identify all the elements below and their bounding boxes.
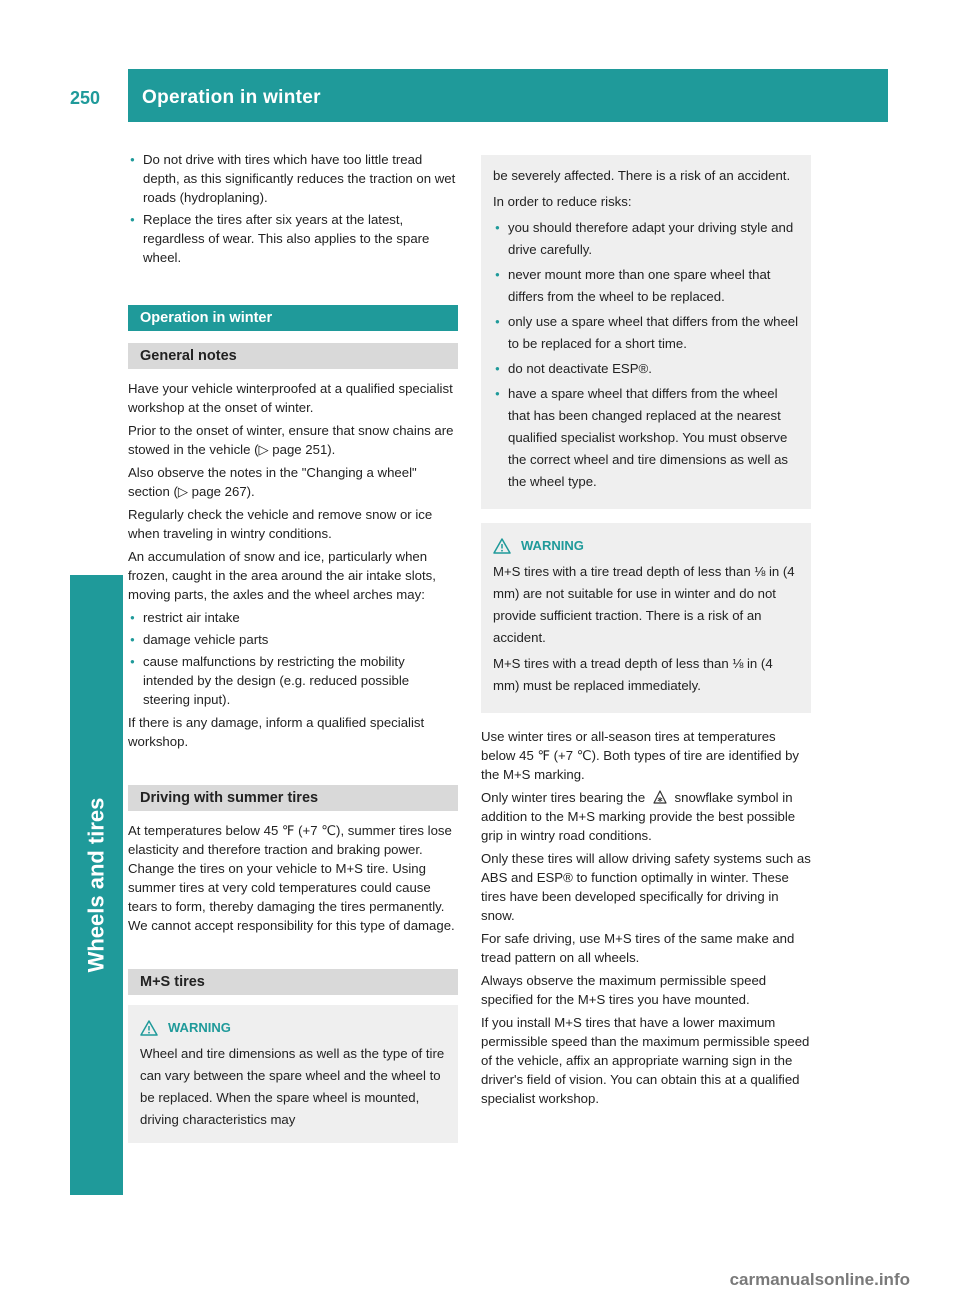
paragraph: Use winter tires or all-season tires at temperatures below 45 ℉ (+7 ℃). Both types of tire are identified by the M+S marking. — [481, 729, 800, 782]
paragraph: M+S tires with a tread depth of less than ⅛ in (4 mm) must be replaced immediately. — [493, 656, 773, 693]
paragraph: M+S tires with a tire tread depth of less than ⅛ in (4 mm) are not suitable for use in winter and do not provide sufficient traction. There is a risk of an accident. — [493, 564, 795, 645]
list-item: ● never mount more than one spare wheel that differs from the wheel to be replaced. — [493, 264, 801, 308]
subheading-general-notes: General notes — [128, 343, 458, 369]
paragraph: Have your vehicle winterproofed at a qualified specialist workshop at the onset of winter. — [128, 381, 453, 415]
warning-box — [128, 1005, 458, 1143]
paragraph: Always observe the maximum permissible speed specified for the M+S tires you have mounted. — [481, 973, 767, 1007]
paragraph: If you install M+S tires that have a lower maximum permissible speed than the maximum permissible speed of the vehicle, affix an appropriate warning sign in the driver's field of vision. You can obtain this at a qualified specialist workshop. — [481, 1015, 810, 1106]
paragraph: be severely affected. There is a risk of an accident. — [493, 168, 791, 183]
warning-text: Wheel and tire dimensions as well as the type of tire can vary between the spare wheel and the wheel to be replaced. When the spare wheel is mounted, driving characteristics may — [140, 1046, 445, 1127]
paragraph: Regularly check the vehicle and remove snow or ice when traveling in wintry conditions. — [128, 507, 433, 541]
intro-bullet-list — [128, 150, 458, 267]
page-number: 250 — [70, 88, 101, 108]
paragraph-snowflake — [481, 788, 811, 845]
list-item: ● do not deactivate ESP®. — [493, 358, 801, 380]
damage-bullet-list — [128, 608, 458, 709]
list-item: ● cause malfunctions by restricting the mobility intended by the design (e.g. reduced possible steering input). — [128, 652, 458, 709]
warning-label: WARNING — [521, 538, 584, 553]
risk-bullet-list — [493, 217, 801, 493]
warning-box-continued — [481, 155, 811, 509]
warning-header — [140, 1017, 448, 1039]
left-column — [128, 150, 458, 1157]
warning-triangle-icon — [140, 1020, 158, 1036]
warning-label: WARNING — [168, 1020, 231, 1035]
list-item: ● you should therefore adapt your driving style and drive carefully. — [493, 217, 801, 261]
text: Only winter tires bearing the — [481, 790, 646, 805]
list-item: ● damage vehicle parts — [128, 630, 458, 649]
paragraph: Prior to the onset of winter, ensure that snow chains are stowed in the vehicle (▷ page 251). — [128, 423, 454, 457]
warning-triangle-icon — [493, 538, 511, 554]
subheading-ms-tires: M+S tires — [128, 969, 458, 995]
list-item: ● have a spare wheel that differs from the wheel that has been changed replaced at the nearest qualified specialist workshop. You must observe the correct wheel and tire dimensions as well as the wheel type. — [493, 383, 801, 493]
warning-box-tread-depth — [481, 523, 811, 713]
watermark: carmanualsonline.info — [729, 1270, 910, 1289]
side-tab-label: Wheels and tires — [83, 797, 109, 973]
paragraph: For safe driving, use M+S tires of the same make and tread pattern on all wheels. — [481, 931, 795, 965]
paragraph: At temperatures below 45 ℉ (+7 ℃), summer tires lose elasticity and therefore traction and braking power. Change the tires on your vehicle to M+S tire. Using summer tires at very cold temperatures could cause tears to form, thereby damaging the tires permanently. We cannot accept responsibility for this type of damage. — [128, 823, 455, 933]
paragraph: Also observe the notes in the "Changing a wheel" section (▷ page 267). — [128, 465, 417, 499]
paragraph: An accumulation of snow and ice, particularly when frozen, caught in the area around the air intake slots, moving parts, the axles and the wheel arches may: — [128, 549, 436, 602]
subheading-summer-tires: Driving with summer tires — [128, 785, 458, 811]
list-item: ● restrict air intake — [128, 608, 458, 627]
intro-bullet: ● Do not drive with tires which have too little tread depth, as this significantly reduces the traction on wet roads (hydroplaning). — [128, 150, 458, 207]
intro-bullet: ● Replace the tires after six years at the latest, regardless of wear. This also applies to the spare wheel. — [128, 210, 458, 267]
snowflake-icon — [653, 790, 667, 804]
side-tab-label-wrap — [70, 575, 123, 1195]
paragraph: In order to reduce risks: — [493, 194, 632, 209]
text: snowflake symbol in addition to the M+S marking provide the best possible grip in wintry road conditions. — [481, 790, 796, 843]
section-heading-operation-in-winter: Operation in winter — [128, 305, 458, 331]
right-column — [481, 155, 811, 1112]
paragraph: Only these tires will allow driving safety systems such as ABS and ESP® to function optimally in winter. These tires have been developed specifically for driving in snow. — [481, 851, 811, 923]
paragraph: If there is any damage, inform a qualified specialist workshop. — [128, 715, 425, 749]
header-title: Operation in winter — [142, 87, 321, 108]
warning-header — [493, 535, 801, 557]
list-item: ● only use a spare wheel that differs from the wheel to be replaced for a short time. — [493, 311, 801, 355]
